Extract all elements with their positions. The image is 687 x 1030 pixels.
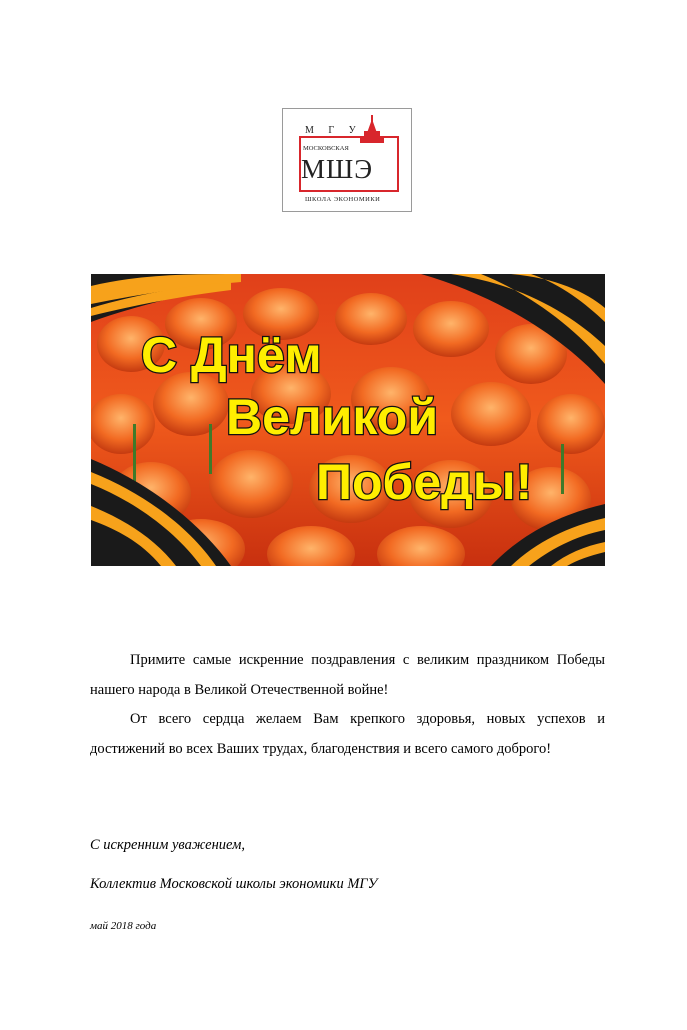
logo-main-text: МШЭ: [301, 154, 374, 184]
logo-side-text: МОСКОВСКАЯ: [303, 145, 349, 152]
banner-line-1: С Днём: [141, 327, 322, 383]
msu-tower-icon: [360, 115, 384, 143]
letter-date: май 2018 года: [90, 920, 157, 932]
paragraph-1-text: Примите самые искренние поздравления с великим праздником Победы нашего народа в Великой Отечественной войне!: [90, 652, 605, 698]
signature-organization: Коллектив Московской школы экономики МГУ: [90, 876, 378, 892]
logo-top-text: М Г У: [305, 125, 362, 136]
banner-line-3: Победы!: [316, 454, 533, 510]
victory-day-banner: [91, 274, 605, 566]
msu-logo: [282, 108, 412, 212]
banner-line-2: Великой: [226, 389, 439, 445]
logo-bottom-text: ШКОЛА ЭКОНОМИКИ: [305, 196, 381, 203]
signature-greeting: С искренним уважением,: [90, 837, 245, 853]
letter-paragraph-2: [90, 704, 605, 764]
paragraph-2-text: От всего сердца желаем Вам крепкого здоровья, новых успехов и достижений во всех Ваших трудах, благоденствия и всего самого доброго!: [90, 711, 605, 757]
letter-paragraph-1: [90, 645, 605, 705]
logo-emblem: [283, 109, 411, 211]
